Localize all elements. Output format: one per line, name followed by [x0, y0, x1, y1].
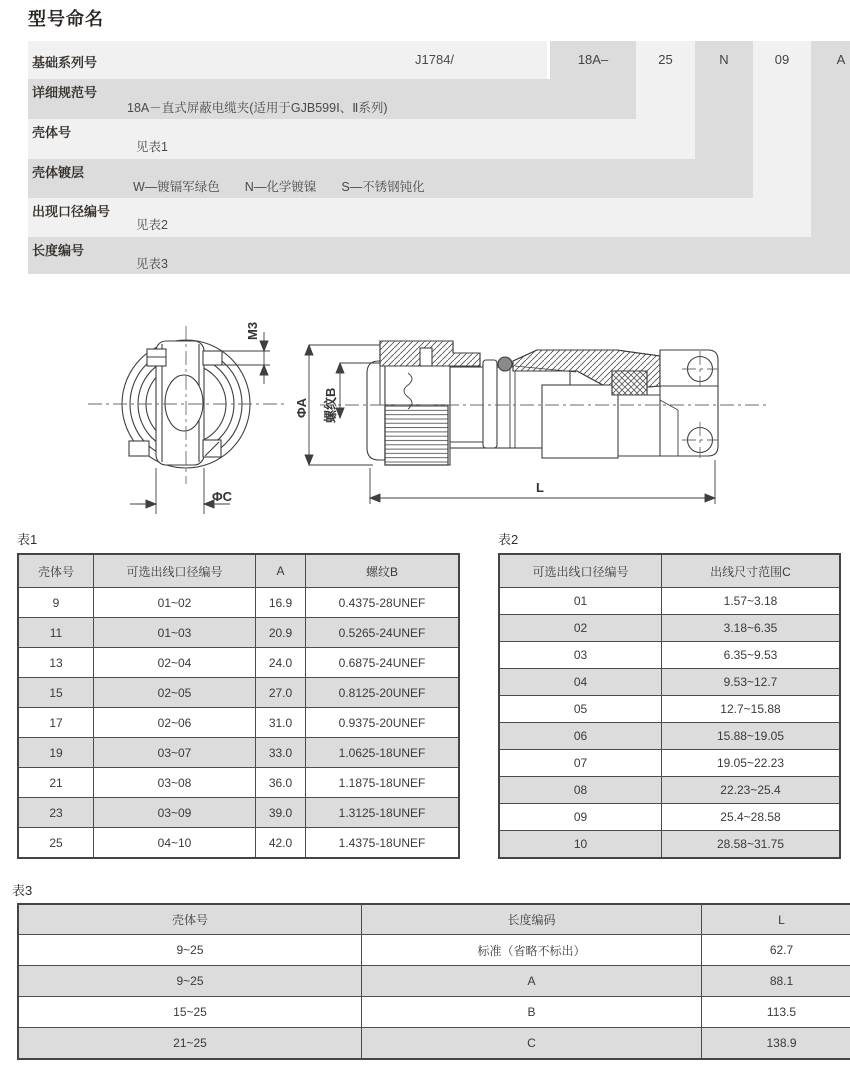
dim-label-phic: ΦC: [212, 489, 233, 504]
table-cell: 04: [499, 669, 662, 696]
table-cell: 62.7: [702, 935, 850, 966]
designation-code-column: [753, 41, 811, 237]
table-cell: 01: [499, 588, 662, 615]
table-cell: 25.4~28.58: [662, 804, 841, 831]
table-cell: 42.0: [256, 828, 306, 859]
table-cell: 02: [499, 615, 662, 642]
table-row: [499, 777, 840, 804]
table-row: [499, 588, 840, 615]
table-cell: 0.6875-24UNEF: [306, 648, 460, 678]
table-cell: 06: [499, 723, 662, 750]
table-cell: 19.05~22.23: [662, 750, 841, 777]
designation-row-label: 详细规范号: [32, 85, 98, 100]
table-cell: 02~06: [94, 708, 256, 738]
table-row: [18, 618, 459, 648]
column-header: A: [256, 554, 306, 588]
designation-row-label: 壳体镀层: [32, 165, 85, 180]
table1-caption: 表1: [17, 532, 38, 547]
table-row: [18, 935, 850, 966]
dim-label-phia: ΦA: [294, 397, 309, 418]
table-cell: 23: [18, 798, 94, 828]
table-cell: 88.1: [702, 966, 850, 997]
table-cell: 11: [18, 618, 94, 648]
designation-diagram: [28, 41, 846, 274]
designation-code-value: 18A–: [577, 52, 609, 67]
table-cell: 33.0: [256, 738, 306, 768]
dim-label-threadb: 螺纹B: [323, 387, 338, 423]
table-cell: C: [362, 1028, 702, 1060]
table-row: [18, 798, 459, 828]
table-cell: 09: [499, 804, 662, 831]
table-cell: 9~25: [18, 935, 362, 966]
column-header: 壳体号: [18, 904, 362, 935]
table-cell: 17: [18, 708, 94, 738]
designation-row-content: W—镀镉军绿色 N—化学镀镍 S—不锈钢钝化: [133, 180, 425, 194]
table-row: [18, 648, 459, 678]
table-cell: 25: [18, 828, 94, 859]
table-row: [499, 750, 840, 777]
designation-row-band: [28, 119, 667, 159]
table-row: [499, 723, 840, 750]
designation-row-label: 出现口径编号: [32, 204, 111, 219]
table-cell: 1.0625-18UNEF: [306, 738, 460, 768]
table-cell: 21: [18, 768, 94, 798]
table-row: [499, 804, 840, 831]
table-cell: 15.88~19.05: [662, 723, 841, 750]
column-header: 可选出线口径编号: [94, 554, 256, 588]
table-cell: 9~25: [18, 966, 362, 997]
designation-row-content: 18A－直式屏蔽电缆夹(适用于GJB599Ⅰ、Ⅱ系列): [127, 101, 388, 115]
table-cell: 04~10: [94, 828, 256, 859]
table-cell: 1.57~3.18: [662, 588, 841, 615]
page-title: 型号命名: [28, 9, 104, 29]
table-cell: 03~09: [94, 798, 256, 828]
designation-row-content: 见表2: [136, 218, 168, 232]
length-code-table: [17, 903, 850, 1060]
table-cell: 标准（省略不标出）: [362, 935, 702, 966]
designation-row-label: 长度编号: [32, 243, 85, 258]
table-cell: 9: [18, 588, 94, 618]
designation-row-content: 见表1: [136, 140, 168, 154]
table-cell: 28.58~31.75: [662, 831, 841, 859]
column-header: 壳体号: [18, 554, 94, 588]
header-row: [18, 904, 850, 935]
table-cell: 39.0: [256, 798, 306, 828]
table-cell: 27.0: [256, 678, 306, 708]
table-row: [18, 768, 459, 798]
table-cell: 0.9375-20UNEF: [306, 708, 460, 738]
table-row: [18, 997, 850, 1028]
table-cell: 01~02: [94, 588, 256, 618]
table2-caption: 表2: [498, 532, 519, 547]
column-header: 螺纹B: [306, 554, 460, 588]
table-cell: 16.9: [256, 588, 306, 618]
table-cell: 113.5: [702, 997, 850, 1028]
table-cell: 36.0: [256, 768, 306, 798]
table-cell: 03: [499, 642, 662, 669]
table-row: [18, 966, 850, 997]
designation-row-content: 见表3: [136, 257, 168, 271]
table-row: [499, 642, 840, 669]
technical-drawing: [28, 288, 843, 528]
table-cell: 02~05: [94, 678, 256, 708]
table-cell: 0.4375-28UNEF: [306, 588, 460, 618]
table-cell: 0.5265-24UNEF: [306, 618, 460, 648]
table-row: [499, 831, 840, 859]
table-cell: 0.8125-20UNEF: [306, 678, 460, 708]
table3-caption: 表3: [12, 883, 33, 898]
table-row: [18, 708, 459, 738]
table-cell: B: [362, 997, 702, 1028]
table-cell: 21~25: [18, 1028, 362, 1060]
table-cell: 9.53~12.7: [662, 669, 841, 696]
table-cell: 02~04: [94, 648, 256, 678]
table-row: [499, 615, 840, 642]
table-cell: 15: [18, 678, 94, 708]
table-cell: 1.1875-18UNEF: [306, 768, 460, 798]
table-cell: 138.9: [702, 1028, 850, 1060]
column-header: 可选出线口径编号: [499, 554, 662, 588]
table-cell: 13: [18, 648, 94, 678]
designation-code-value: 25: [658, 52, 673, 67]
table-cell: A: [362, 966, 702, 997]
table-row: [499, 696, 840, 723]
table-cell: 10: [499, 831, 662, 859]
designation-row-label: 壳体号: [32, 125, 72, 140]
table-cell: 19: [18, 738, 94, 768]
table-cell: 1.4375-18UNEF: [306, 828, 460, 859]
table-cell: 22.23~25.4: [662, 777, 841, 804]
table-cell: 12.7~15.88: [662, 696, 841, 723]
column-header: 出线尺寸范围C: [662, 554, 841, 588]
dim-label-length: L: [536, 480, 544, 495]
header-row: [18, 554, 459, 588]
designation-code-column: [811, 41, 850, 274]
table-cell: 1.3125-18UNEF: [306, 798, 460, 828]
table-row: [18, 678, 459, 708]
table-row: [18, 1028, 850, 1060]
series-prefix-value: J1784/: [415, 52, 455, 67]
designation-row-label: 基础系列号: [32, 55, 98, 70]
dim-label-m3: M3: [245, 321, 260, 340]
designation-row-band: [28, 41, 547, 79]
table-cell: 01~03: [94, 618, 256, 648]
designation-code-value: 09: [774, 52, 790, 67]
table-row: [18, 738, 459, 768]
table-cell: 24.0: [256, 648, 306, 678]
side-view: [367, 341, 718, 465]
column-header: L: [702, 904, 850, 935]
table-row: [18, 588, 459, 618]
table-cell: 03~08: [94, 768, 256, 798]
table-row: [499, 669, 840, 696]
outlet-size-table: [498, 553, 841, 859]
table-cell: 07: [499, 750, 662, 777]
table-cell: 6.35~9.53: [662, 642, 841, 669]
table-cell: 15~25: [18, 997, 362, 1028]
table-cell: 31.0: [256, 708, 306, 738]
table-cell: 3.18~6.35: [662, 615, 841, 642]
designation-code-value: A: [836, 52, 846, 67]
table-cell: 05: [499, 696, 662, 723]
column-header: 长度编码: [362, 904, 702, 935]
table-cell: 20.9: [256, 618, 306, 648]
table-cell: 03~07: [94, 738, 256, 768]
table-cell: 08: [499, 777, 662, 804]
table-row: [18, 828, 459, 859]
shell-size-table: [17, 553, 460, 859]
designation-code-value: N: [719, 52, 729, 67]
header-row: [499, 554, 840, 588]
